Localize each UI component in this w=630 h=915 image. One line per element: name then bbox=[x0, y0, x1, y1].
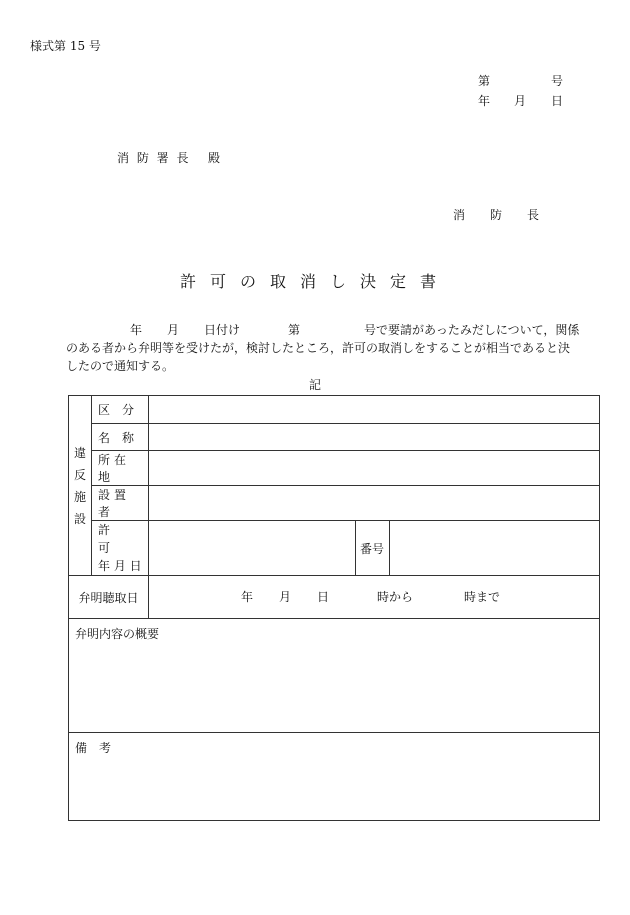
facility-label: 違 反 施 設 bbox=[69, 396, 92, 576]
header-dai: 第 bbox=[478, 74, 491, 88]
hearing-to: 時まで bbox=[464, 590, 501, 604]
summary-cell[interactable] bbox=[69, 619, 600, 733]
form-number: 様式第 15 号 bbox=[30, 39, 101, 53]
label-hearing: 弁明聴取日 bbox=[69, 576, 149, 619]
remarks-cell[interactable] bbox=[69, 733, 600, 821]
body-line-2: のある者から弁明等を受けたが，検討したところ，許可の取消しをすることが相当であると決 bbox=[66, 341, 571, 355]
hearing-hi: 日 bbox=[317, 590, 330, 604]
label-shozaichi: 所在地 bbox=[92, 451, 149, 486]
body-rest: 号で要請があったみだしについて，関係 bbox=[364, 323, 580, 337]
field-meisho[interactable] bbox=[149, 424, 600, 451]
field-hearing[interactable] bbox=[149, 576, 600, 619]
body-line-3: したので通知する。 bbox=[66, 359, 175, 373]
label-bango: 番号 bbox=[356, 521, 390, 576]
body-nen: 年 bbox=[130, 323, 143, 337]
header-nen: 年 bbox=[478, 94, 491, 108]
hearing-from: 時から bbox=[377, 590, 414, 604]
body-text bbox=[66, 321, 606, 375]
document-title: 許可の取消し決定書 bbox=[179, 272, 450, 291]
body-tsuki: 月 bbox=[167, 323, 180, 337]
label-kyoka: 許 可 年 月 日 bbox=[92, 521, 149, 576]
field-shozaichi[interactable] bbox=[149, 451, 600, 486]
field-bango[interactable] bbox=[390, 521, 600, 576]
sender-c2: 防 bbox=[490, 208, 503, 222]
hearing-tsuki: 月 bbox=[279, 590, 292, 604]
sender-c3: 長 bbox=[527, 208, 540, 222]
ki-label: 記 bbox=[308, 378, 321, 392]
remarks-label: 備 考 bbox=[75, 741, 112, 755]
body-hi: 日付け bbox=[204, 323, 241, 337]
header-tsuki: 月 bbox=[514, 94, 527, 108]
decision-table bbox=[68, 395, 600, 821]
body-line-1 bbox=[66, 321, 606, 339]
field-setchisha[interactable] bbox=[149, 486, 600, 521]
addressee-honorific: 殿 bbox=[208, 151, 221, 165]
field-kubun[interactable] bbox=[149, 396, 600, 424]
body-dai: 第 bbox=[288, 323, 301, 337]
header-hi: 日 bbox=[551, 94, 564, 108]
summary-label: 弁明内容の概要 bbox=[75, 627, 160, 641]
label-kubun: 区 分 bbox=[92, 396, 149, 424]
label-setchisha: 設置者 bbox=[92, 486, 149, 521]
label-meisho: 名 称 bbox=[92, 424, 149, 451]
sender-c1: 消 bbox=[453, 208, 466, 222]
header-go: 号 bbox=[551, 74, 564, 88]
field-kyoka-date[interactable] bbox=[149, 521, 356, 576]
addressee-name: 消 防 署 長 bbox=[117, 151, 191, 165]
hearing-nen: 年 bbox=[241, 590, 254, 604]
